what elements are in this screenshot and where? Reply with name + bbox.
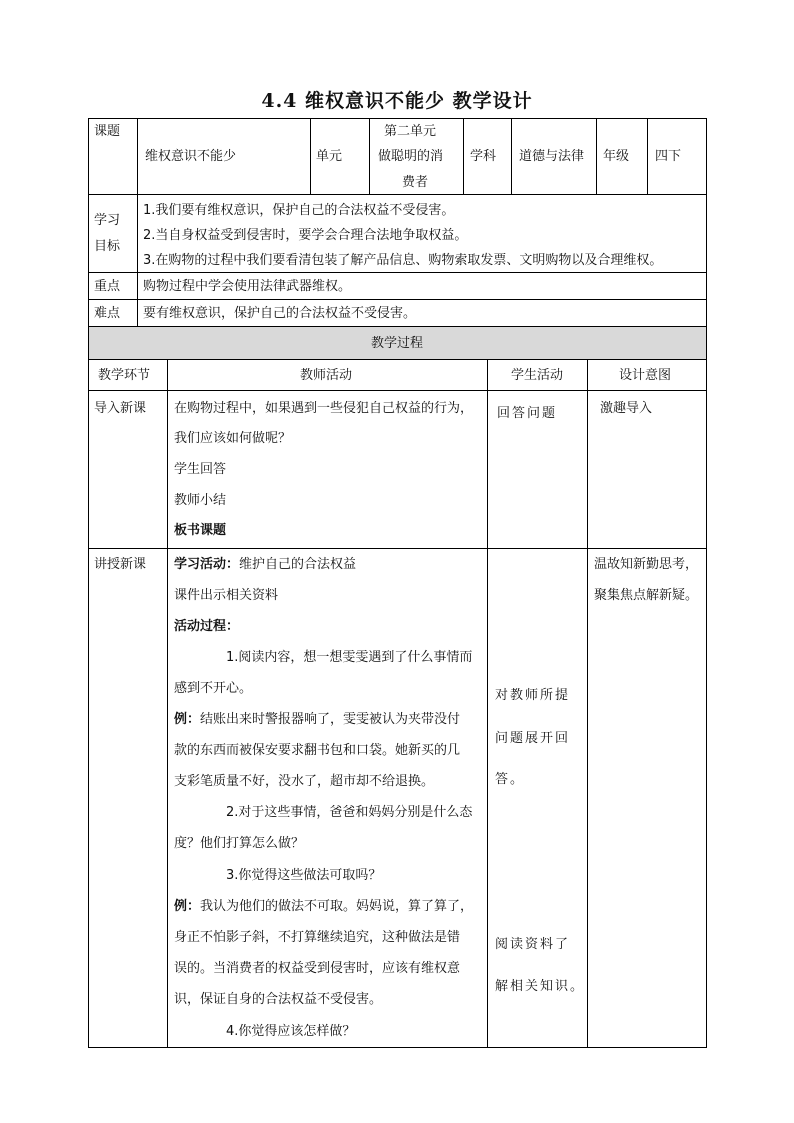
table-border-left [88,118,89,1048]
keti-value: 维权意识不能少 [145,149,237,164]
goal-item-2: 2.当自身权益受到侵害时，要学会合理合法地争取权益。 [143,228,468,243]
example-label: 例： [174,899,201,914]
lesson-intent-line: 聚集焦点解新疑。 [594,588,699,603]
lesson-teacher-head-text: 维护自己的合法权益 [239,557,357,572]
divider [587,359,588,1048]
table-border-bottom [88,1047,707,1048]
lesson-student-line: 阅读资料了 [495,937,571,952]
lesson-teacher-head-bold: 学习活动： [174,557,240,572]
danyuan-value-line2: 做聪明的消 [378,149,444,164]
document-title: 4.4 维权意识不能少 教学设计 [261,90,533,112]
divider [88,272,707,273]
divider [647,118,648,194]
key-point-text: 购物过程中学会使用法律武器维权。 [143,279,352,294]
goal-item-3: 3.在购物的过程中我们要看清包装了解产品信息、购物索取发票、文明购物以及合理维权。 [143,253,663,268]
divider [137,118,138,326]
divider [88,548,707,549]
lesson-teacher-line: 活动过程： [174,619,240,634]
goal-item-1: 1.我们要有维权意识，保护自己的合法权益不受侵害。 [143,203,455,218]
difficulty-label: 难点 [94,306,121,321]
divider [511,118,512,194]
nianji-label: 年级 [603,149,630,164]
intro-teacher-line-5: 板书课题 [174,523,227,538]
divider [596,118,597,194]
divider [369,118,370,194]
danyuan-value-line1: 第二单元 [384,124,437,139]
lesson-teacher-line [174,712,460,728]
xueke-label: 学科 [470,149,497,164]
difficulty-text: 要有维权意识，保护自己的合法权益不受侵害。 [143,306,417,321]
nianji-value: 四下 [655,149,682,164]
lesson-teacher-line: 感到不开心。 [174,681,253,696]
example-text: 结账出来时警报器响了，雯雯被认为夹带没付 [200,712,461,727]
table-border-top [88,118,707,119]
divider [88,390,707,391]
intro-teacher-line-2: 我们应该如何做呢？ [174,431,292,446]
divider [463,118,464,194]
column-header-teacher: 教师活动 [300,368,353,383]
lesson-teacher-line: 度？他们打算怎么做？ [174,836,305,851]
divider [88,359,707,360]
lesson-intent-line: 温故知新勤思考， [594,557,699,572]
stage-intro: 导入新课 [94,401,147,416]
goals-label-1: 学习 [94,213,121,228]
lesson-teacher-line: 1.阅读内容，想一想雯雯遇到了什么事情而 [226,650,473,665]
intro-teacher-line-4: 教师小结 [174,493,227,508]
lesson-teacher-line: 款的东西而被保安要求翻书包和口袋。她新买的几 [174,743,461,758]
lesson-student-line: 解相关知识。 [495,979,586,994]
column-header-stage: 教学环节 [98,368,151,383]
lesson-teacher-line [174,899,473,915]
divider [167,359,168,1048]
lesson-teacher-line: 3.你觉得这些做法可取吗？ [226,868,382,883]
key-point-label: 重点 [94,279,121,294]
stage-new-lesson: 讲授新课 [94,557,147,572]
xueke-value: 道德与法律 [519,149,585,164]
lesson-teacher-line: 课件出示相关资料 [174,588,279,603]
danyuan-label: 单元 [316,149,343,164]
divider [487,359,488,1048]
lesson-teacher-line: 身正不怕影子斜，不打算继续追究，这种做法是错 [174,930,461,945]
lesson-teacher-line: 误的。当消费者的权益受到侵害时，应该有维权意 [174,961,461,976]
lesson-teacher-line: 支彩笔质量不好，没水了，超市却不给退换。 [174,774,435,789]
column-header-student: 学生活动 [511,368,564,383]
column-header-intent: 设计意图 [619,368,672,383]
lesson-teacher-head [174,557,356,573]
goals-label-2: 目标 [94,239,121,254]
divider [88,299,707,300]
lesson-teacher-line: 识，保证自身的合法权益不受侵害。 [174,992,383,1007]
process-header: 教学过程 [370,336,423,351]
example-label: 例： [174,712,201,727]
intro-teacher-line-1: 在购物过程中，如果遇到一些侵犯自己权益的行为， [174,401,474,416]
divider [310,118,311,194]
intro-teacher-line-3: 学生回答 [174,462,227,477]
danyuan-value-line3: 费者 [402,175,429,190]
lesson-student-line: 问题展开回 [495,731,571,746]
intro-student: 回答问题 [497,406,558,421]
keti-label: 课题 [94,124,121,139]
lesson-teacher-line: 2.对于这些事情，爸爸和妈妈分别是什么态 [226,805,473,820]
example-text: 我认为他们的做法不可取。妈妈说，算了算了， [200,899,474,914]
lesson-teacher-line: 4.你觉得应该怎样做？ [226,1024,356,1039]
lesson-student-line: 对教师所提 [495,688,571,703]
divider [88,194,707,195]
lesson-student-line: 答。 [495,772,526,787]
intro-intent: 激趣导入 [600,401,653,416]
table-border-right [706,118,707,1048]
